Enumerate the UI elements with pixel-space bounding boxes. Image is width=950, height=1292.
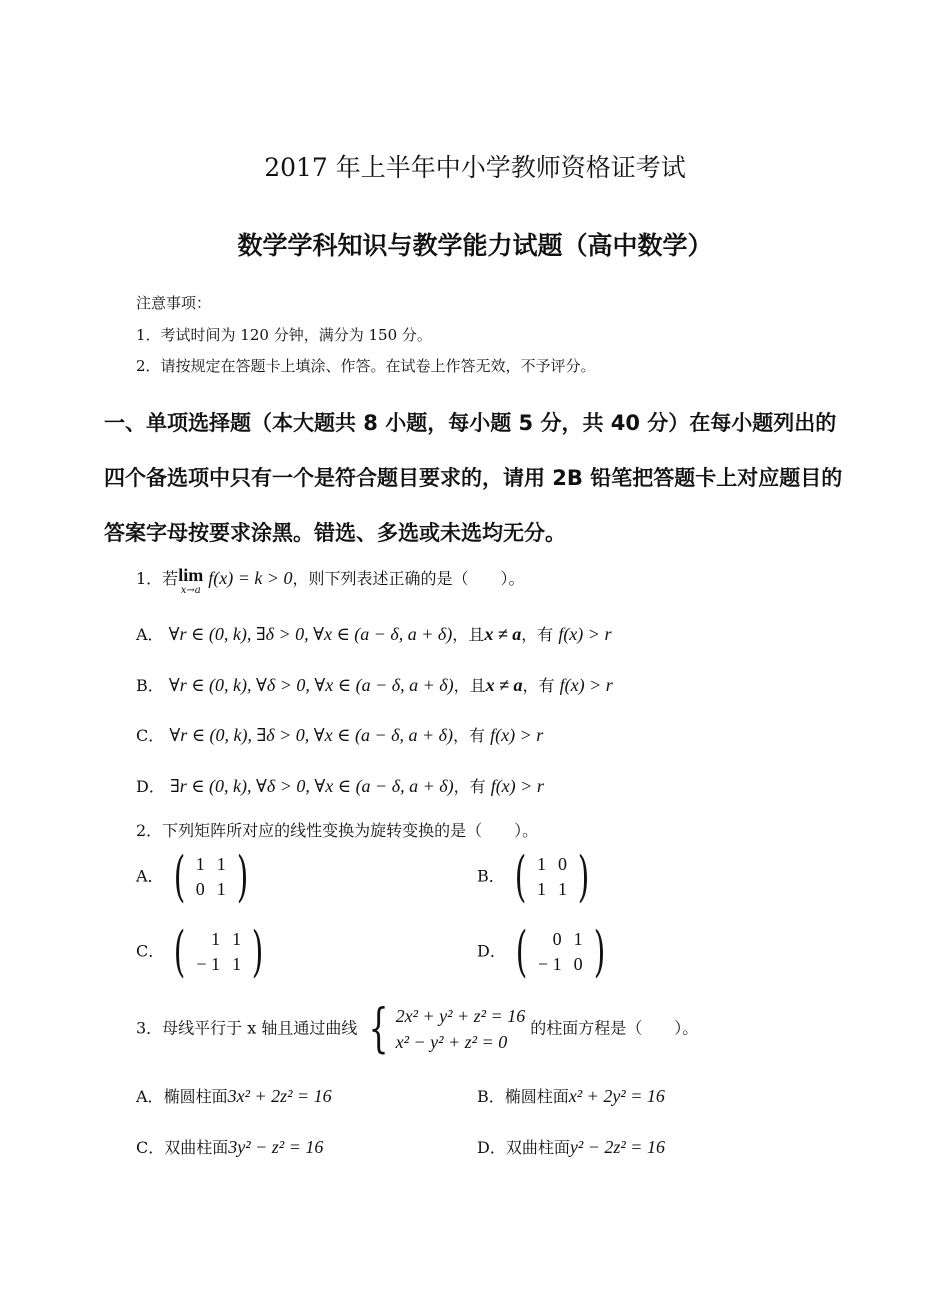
option-label: C． [136,941,165,961]
matrix: ( 1 1 0 1 ) [173,845,249,908]
option-math: ∀r ∈ (0, k), ∀δ > 0, ∀x ∈ (a − δ, a + δ) [168,675,454,695]
option-label: B． [136,676,164,695]
option-math: ∀r ∈ (0, k), ∃δ > 0, ∀x ∈ (a − δ, a + δ) [168,624,453,644]
q1-option-c [136,723,543,746]
q2-option-c [136,920,268,983]
equation-system: { 2x² + y² + z² = 16 x² − y² + z² = 0 [369,999,526,1059]
matrix: ( 0 1 − 1 0 ) [515,920,606,983]
notes-item-2: 2．请按规定在答题卡上填涂、作答。在试卷上作答无效，不予评分。 [136,357,596,375]
option-connector: ，且 [453,676,486,695]
option-text: 椭圆柱面 [163,1087,228,1106]
option-label: B． [477,1087,505,1106]
option-connector: ，且 [452,625,485,644]
equation-2: x² − y² + z² = 0 [395,1032,508,1052]
question-3-stem [136,999,699,1059]
option-label: B． [477,866,505,886]
matrix: ( 1 1 − 1 1 ) [174,920,264,983]
q1-option-b [136,673,613,696]
limit-expression [178,566,203,596]
question-1-stem [136,566,525,596]
q3-option-b [477,1084,665,1107]
q3-option-c [136,1135,323,1158]
q1-suffix: ，则下列表述正确的是（ ）。 [292,569,525,588]
question-2-stem: 2．下列矩阵所对应的线性变换为旋转变换的是（ ）。 [136,821,539,840]
q1-option-a [136,622,611,645]
notes-item-1: 1．考试时间为 120 分钟，满分为 150 分。 [136,326,432,344]
q3-option-a [136,1084,332,1107]
option-math: ∃r ∈ (0, k), ∀δ > 0, ∀x ∈ (a − δ, a + δ) [169,776,454,796]
q1-expression: f(x) = k > 0 [208,568,293,588]
exam-subtitle: 数学学科知识与教学能力试题（高中数学） [237,231,713,260]
option-condition: x ≠ a [485,675,523,695]
option-label: D． [477,1138,506,1157]
option-result: f(x) > r [490,776,544,796]
option-connector: ，有 [452,726,485,745]
q2-option-b [477,845,594,908]
option-connector: ，有 [453,777,486,796]
option-label: A． [136,1087,164,1106]
option-label: C． [136,726,165,745]
option-label: D． [477,941,506,961]
option-connector-2: ，有 [522,676,555,695]
option-math: y² − 2z² = 16 [569,1137,665,1157]
q3-option-d [477,1135,665,1158]
option-condition: x ≠ a [484,624,522,644]
option-label: D． [136,777,165,796]
option-result: f(x) > r [559,675,613,695]
option-label: C． [136,1138,165,1157]
q3-prefix: 3．母线平行于 x 轴且通过曲线 [136,1018,358,1038]
matrix: ( 1 0 1 1 ) [514,845,590,908]
lim-subscript: x→a [180,585,201,596]
notes-heading: 注意事项： [136,294,212,312]
q2-option-d [477,920,610,983]
equation-1: 2x² + y² + z² = 16 [395,1006,526,1026]
option-math: 3x² + 2z² = 16 [227,1086,332,1106]
option-label: A． [136,866,164,886]
option-text: 椭圆柱面 [504,1087,569,1106]
option-math: x² + 2y² = 16 [568,1086,665,1106]
q3-suffix: 的柱面方程是（ ）。 [530,1018,699,1038]
option-connector-2: ，有 [521,625,554,644]
option-text: 双曲柱面 [505,1138,570,1157]
option-math: ∀r ∈ (0, k), ∃δ > 0, ∀x ∈ (a − δ, a + δ) [169,725,453,745]
q1-option-d [136,774,544,797]
exam-title: 2017 年上半年中小学教师资格证考试 [264,153,686,182]
option-result: f(x) > r [490,725,544,745]
option-label: A． [136,625,164,644]
q2-option-a [136,845,253,908]
lim-word: lim [178,565,204,585]
option-math: 3y² − z² = 16 [228,1137,324,1157]
section-1-instructions: 一、单项选择题（本大题共 8 小题，每小题 5 分，共 40 分）在每小题列出的四个备选项中只有一个是符合题目要求的，请用 2B 铅笔把答题卡上对应题目的答案字母按要求涂黑。错选、多选或未选均无分。 [104,411,843,545]
option-result: f(x) > r [558,624,612,644]
option-text: 双曲柱面 [164,1138,229,1157]
q1-prefix: 1．若 [136,569,179,588]
